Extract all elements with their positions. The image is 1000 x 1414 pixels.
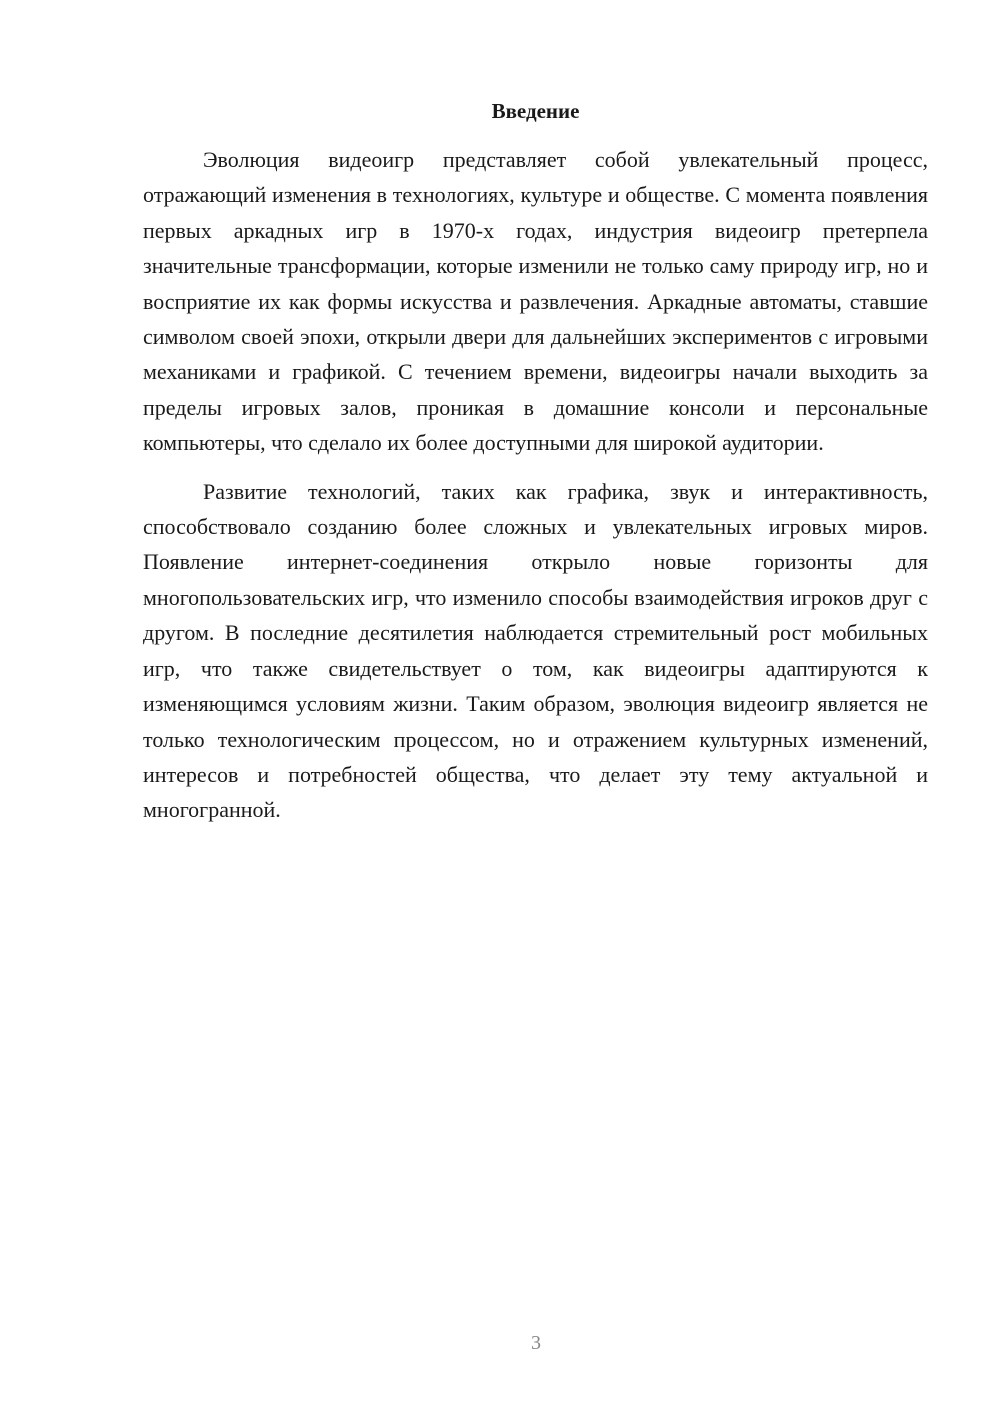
paragraph-1: Эволюция видеоигр представляет собой увлекательный процесс, отражающий изменения в технологиях, культуре и обществе. С момента появления первых аркадных игр в 1970-х годах, индустрия видеоигр претерпела значительные трансформации, которые изменили не только саму природу игр, но и восприятие их как формы искусства и развлечения. Аркадные автоматы, ставшие символом своей эпохи, открыли двери для дальнейших экспериментов с игровыми механиками и графикой. С течением времени, видеоигры начали выходить за пределы игровых залов, проникая в домашние консоли и персональные компьютеры, что сделало их более доступными для широкой аудитории.: [143, 147, 928, 456]
page-title: Введение: [491, 99, 580, 123]
paragraph-2: Развитие технологий, таких как графика, звук и интерактивность, способствовало созданию более сложных и увлекательных игровых миров. Появление интернет-соединения открыло новые горизонты для многопользовательских игр, что изменило способы взаимодействия игроков друг с другом. В последние десятилетия наблюдается стремительный рост мобильных игр, что также свидетельствует о том, как видеоигры адаптируются к изменяющимся условиям жизни. Таким образом, эволюция видеоигр является не только технологическим процессом, но и отражением культурных изменений, интересов и потребностей общества, что делает эту тему актуальной и многогранной.: [143, 478, 928, 823]
body-text: [143, 142, 928, 828]
page-number: 3: [531, 1332, 541, 1354]
